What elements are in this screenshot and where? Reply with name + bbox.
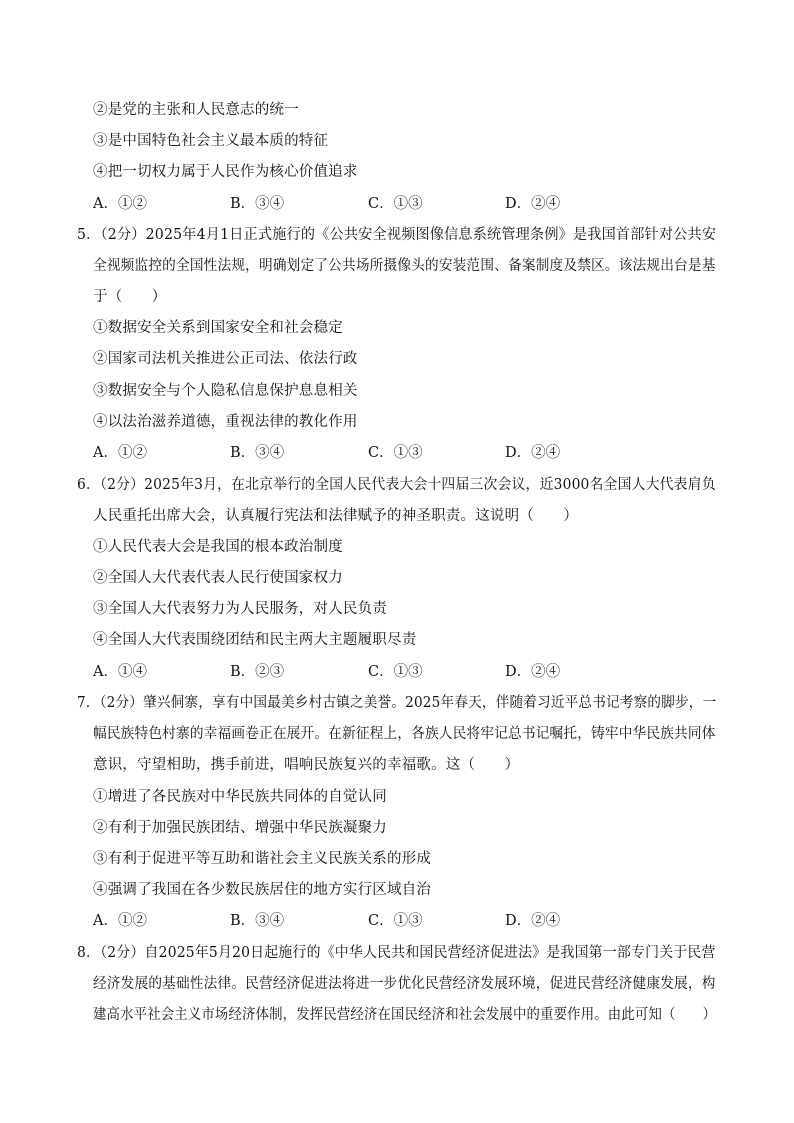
q7-choices: [93, 911, 693, 931]
q5-stem-line-1: 5．（2分）2025年4月1日正式施行的《公共安全视频图像信息系统管理条例》是我国首部针对公共安: [77, 227, 717, 243]
q5-choices: [93, 443, 693, 463]
q7-option-2: ②有利于加强民族团结、增强中华民族凝聚力: [93, 820, 387, 836]
q5-choice-c: C．①③: [368, 445, 423, 461]
q4-choice-a: A．①②: [93, 196, 147, 212]
q5-option-3: ③数据安全与个人隐私信息保护息息相关: [93, 383, 358, 399]
q7-choice-a: A．①②: [93, 913, 147, 929]
q6-stem-line-1: 6．（2分）2025年3月，在北京举行的全国人民代表大会十四届三次会议，近3000名全国人大代表肩负: [77, 477, 716, 493]
q8-stem-line-1: 8．（2分）自2025年5月20日起施行的《中华人民共和国民营经济促进法》是我国第一部专门关于民营: [77, 945, 716, 961]
q6-choice-b: B．②③: [230, 664, 285, 680]
q6-option-2: ②全国人大代表代表人民行使国家权力: [93, 570, 343, 586]
q6-choice-c: C．①③: [368, 664, 423, 680]
q7-choice-c: C．①③: [368, 913, 423, 929]
q8-stem-line-3: 建高水平社会主义市场经济体制，发挥民营经济在国民经济和社会发展中的重要作用。由此可知（ ）: [93, 1007, 717, 1023]
q5-choice-a: A．①②: [93, 445, 147, 461]
q5-option-4: ④以法治滋养道德，重视法律的教化作用: [93, 414, 358, 430]
q5-choice-d: D．②④: [505, 445, 561, 461]
q5-stem-line-3: 于（ ）: [93, 289, 167, 305]
q5-option-2: ②国家司法机关推进公正司法、依法行政: [93, 351, 358, 367]
q7-choice-b: B．③④: [230, 913, 285, 929]
q7-choice-d: D．②④: [505, 913, 561, 929]
q7-option-1: ①增进了各民族对中华民族共同体的自觉认同: [93, 789, 387, 805]
q6-stem-line-2: 人民重托出席大会，认真履行宪法和法律赋予的神圣职责。这说明（ ）: [93, 508, 579, 524]
q4-option-2: ②是党的主张和人民意志的统一: [93, 102, 299, 118]
q4-choices: [93, 194, 693, 214]
q7-stem-line-2: 幅民族特色村寨的幸福画卷正在展开。在新征程上，各族人民将牢记总书记嘱托，铸牢中华民族共同体: [93, 726, 716, 742]
q4-choice-c: C．①③: [368, 196, 423, 212]
q6-choice-d: D．②④: [505, 664, 561, 680]
q7-option-3: ③有利于促进平等互助和谐社会主义民族关系的形成: [93, 851, 432, 867]
q4-option-3: ③是中国特色社会主义最本质的特征: [93, 133, 329, 149]
q6-option-1: ①人民代表大会是我国的根本政治制度: [93, 539, 343, 555]
q4-choice-d: D．②④: [505, 196, 561, 212]
q6-option-4: ④全国人大代表围绕团结和民主两大主题履职尽责: [93, 632, 417, 648]
q4-option-4: ④把一切权力属于人民作为核心价值追求: [93, 164, 358, 180]
q6-choice-a: A．①④: [93, 664, 147, 680]
q6-option-3: ③全国人大代表努力为人民服务，对人民负责: [93, 601, 387, 617]
q7-stem-line-1: 7．（2分）肇兴侗寨，享有中国最美乡村古镇之美誉。2025年春天，伴随着习近平总书记考察的脚步，一: [77, 695, 717, 711]
q5-stem-line-2: 全视频监控的全国性法规，明确划定了公共场所摄像头的安装范围、备案制度及禁区。该法规出台是基: [93, 258, 716, 274]
q5-option-1: ①数据安全关系到国家安全和社会稳定: [93, 320, 343, 336]
q8-stem-line-2: 经济发展的基础性法律。民营经济促进法将进一步优化民营经济发展环境，促进民营经济健康发展，构: [93, 976, 716, 992]
q5-choice-b: B．③④: [230, 445, 285, 461]
q4-choice-b: B．③④: [230, 196, 285, 212]
q7-stem-line-3: 意识，守望相助，携手前进，唱响民族复兴的幸福歌。这（ ）: [93, 757, 520, 773]
q6-choices: [93, 662, 693, 682]
q7-option-4: ④强调了我国在各少数民族居住的地方实行区域自治: [93, 882, 432, 898]
